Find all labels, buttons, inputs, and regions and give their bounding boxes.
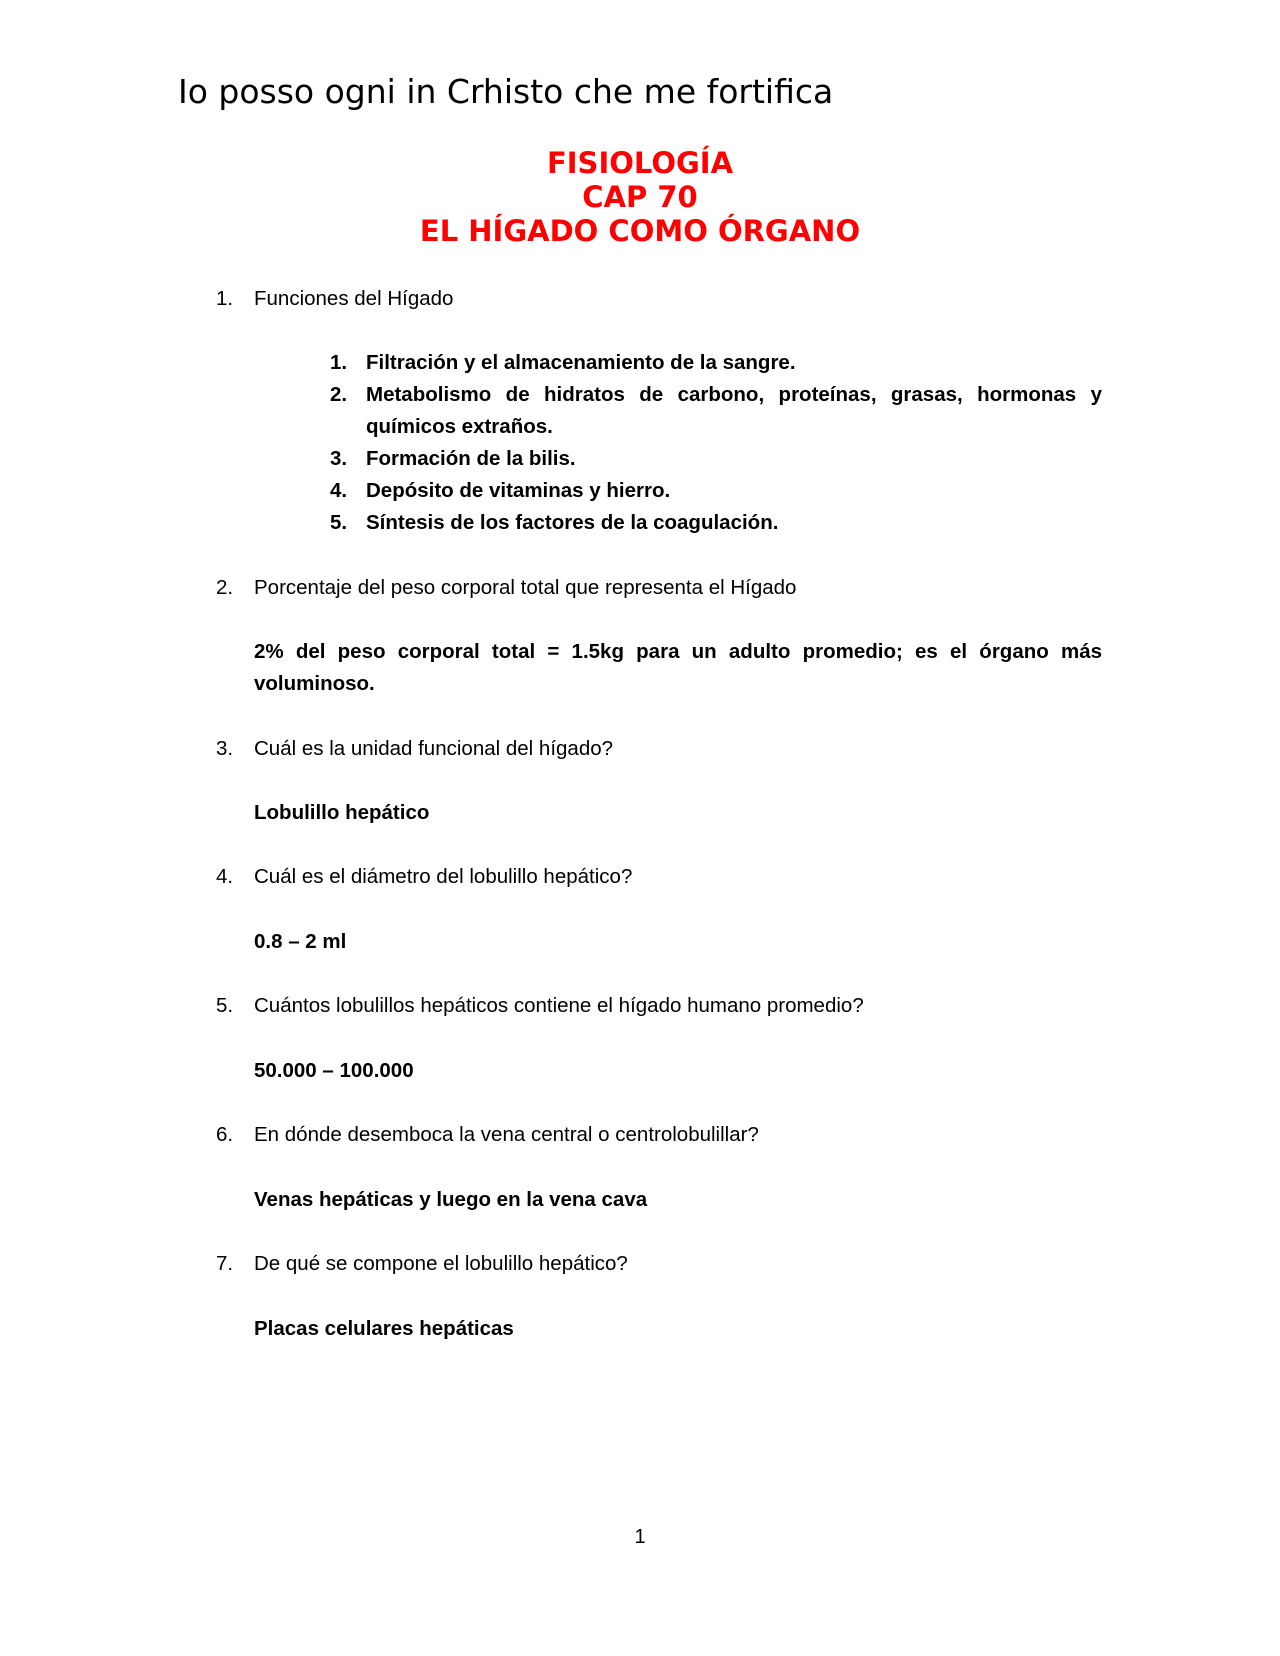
question-number: 7. bbox=[216, 1252, 234, 1275]
question-text: Funciones del Hígado bbox=[254, 287, 454, 310]
question-number: 2. bbox=[216, 576, 234, 599]
answer-2: 2% del peso corporal total = 1.5kg para un adulto promedio; es el órgano más voluminoso. bbox=[254, 640, 1102, 695]
title-line-subject: FISIOLOGÍA bbox=[546, 146, 734, 180]
answer-6: Venas hepáticas y luego en la vena cava bbox=[254, 1188, 648, 1211]
question-4 bbox=[216, 861, 1102, 893]
list-item-number: 2. bbox=[330, 383, 348, 406]
question-5 bbox=[216, 990, 1102, 1022]
question-text: Cuál es el diámetro del lobulillo hepático? bbox=[254, 865, 633, 888]
question-number: 1. bbox=[216, 287, 234, 310]
answer-5: 50.000 – 100.000 bbox=[254, 1059, 414, 1082]
question-text: Cuál es la unidad funcional del hígado? bbox=[254, 737, 614, 760]
question-text: De qué se compone el lobulillo hepático? bbox=[254, 1252, 628, 1275]
list-item-number: 4. bbox=[330, 479, 348, 502]
question-7 bbox=[216, 1248, 1102, 1280]
title-block bbox=[0, 146, 1280, 248]
list-item-text: Depósito de vitaminas y hierro. bbox=[366, 479, 671, 502]
liver-functions-list bbox=[330, 347, 1102, 539]
title-line-chapter: CAP 70 bbox=[582, 180, 698, 214]
question-1 bbox=[216, 283, 1102, 315]
answer-7: Placas celulares hepáticas bbox=[254, 1317, 514, 1340]
list-item-number: 3. bbox=[330, 447, 348, 470]
question-text: Cuántos lobulillos hepáticos contiene el hígado humano promedio? bbox=[254, 994, 864, 1017]
list-item-text: Metabolismo de hidratos de carbono, proteínas, grasas, hormonas y químicos extraños. bbox=[366, 383, 1102, 438]
list-item-number: 5. bbox=[330, 511, 348, 534]
answer-4: 0.8 – 2 ml bbox=[254, 930, 347, 953]
list-item bbox=[330, 443, 1102, 475]
header-text: Io posso ogni in Crhisto che me fortifica bbox=[178, 72, 834, 111]
question-6 bbox=[216, 1119, 1102, 1151]
list-item bbox=[330, 347, 1102, 379]
list-item-text: Síntesis de los factores de la coagulación. bbox=[366, 511, 779, 534]
page-number: 1 bbox=[634, 1526, 646, 1548]
list-item bbox=[330, 379, 1102, 443]
question-number: 5. bbox=[216, 994, 234, 1017]
title-line-topic: EL HÍGADO COMO ÓRGANO bbox=[419, 214, 861, 248]
question-text: En dónde desemboca la vena central o centrolobulillar? bbox=[254, 1123, 759, 1146]
list-item-text: Formación de la bilis. bbox=[366, 447, 576, 470]
question-number: 3. bbox=[216, 737, 234, 760]
question-2 bbox=[216, 572, 1102, 604]
question-text: Porcentaje del peso corporal total que representa el Hígado bbox=[254, 576, 797, 599]
answer-3: Lobulillo hepático bbox=[254, 801, 430, 824]
list-item-text: Filtración y el almacenamiento de la sangre. bbox=[366, 351, 796, 374]
list-item-number: 1. bbox=[330, 351, 348, 374]
question-number: 4. bbox=[216, 865, 234, 888]
question-number: 6. bbox=[216, 1123, 234, 1146]
question-3 bbox=[216, 733, 1102, 765]
list-item bbox=[330, 507, 1102, 539]
list-item bbox=[330, 475, 1102, 507]
